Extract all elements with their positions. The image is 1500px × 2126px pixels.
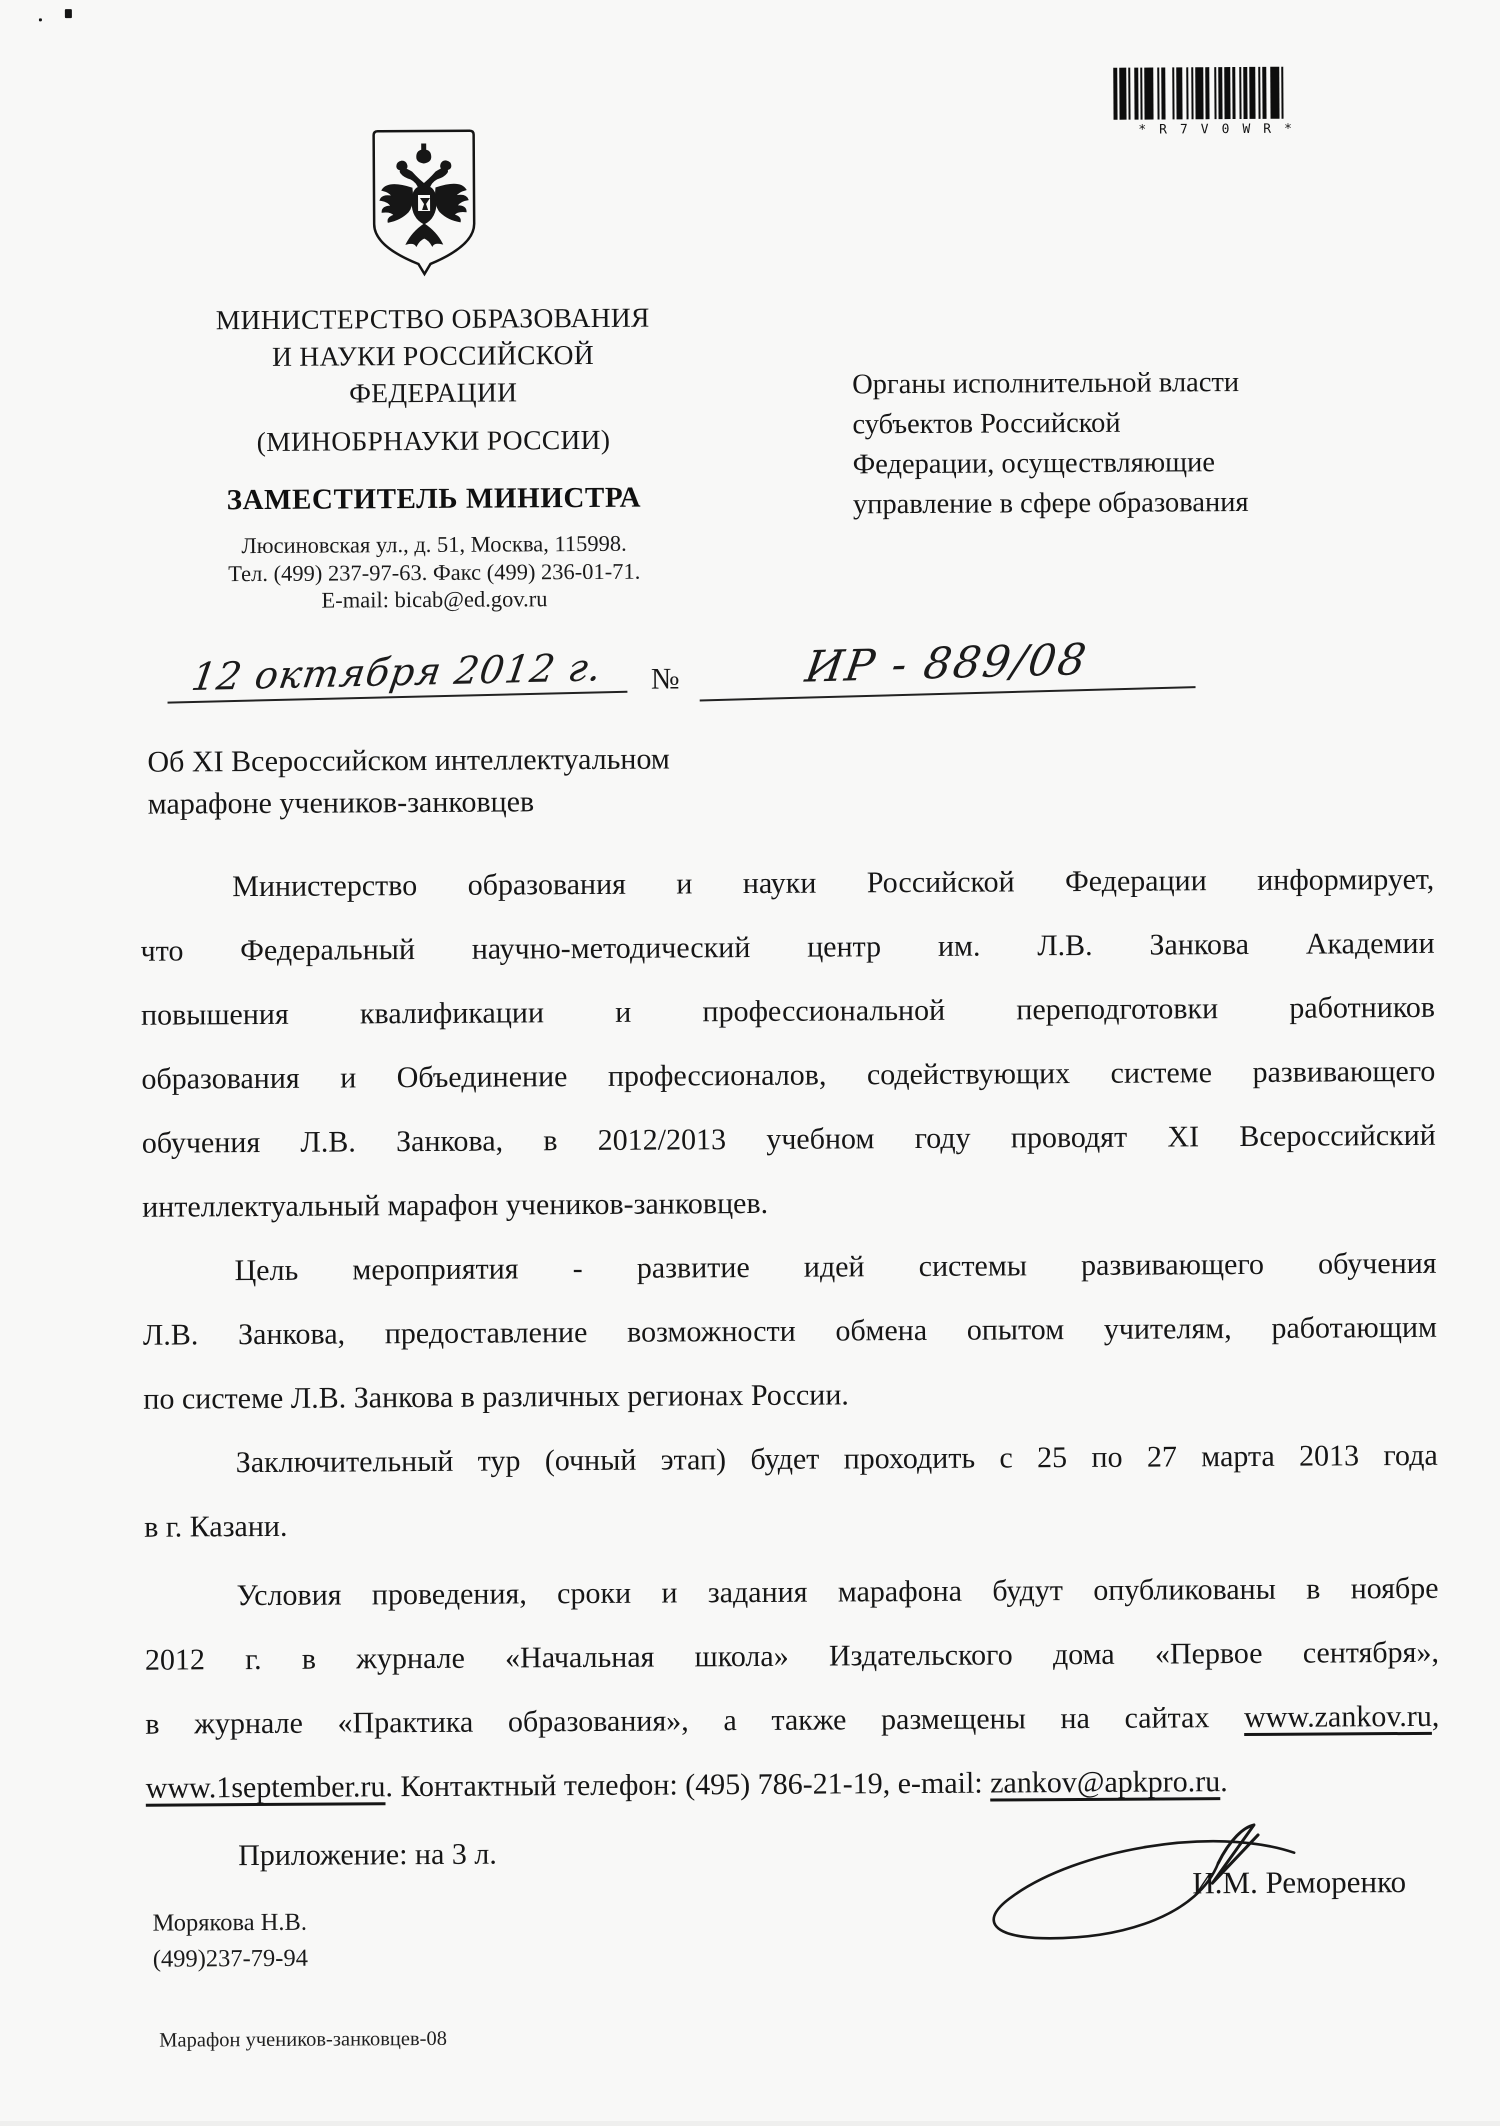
outgoing-date-handwritten: 12 октября 2012 г. bbox=[166, 645, 627, 704]
executor-phone: (499)237-79-94 bbox=[152, 1944, 308, 1973]
body-line: обучения Л.В. Занкова, в 2012/2013 учебном году проводят XI Всероссийский bbox=[141, 1118, 1436, 1160]
barcode bbox=[1113, 66, 1329, 137]
ministry-name-line: ФЕДЕРАЦИИ bbox=[349, 376, 518, 409]
addressee-line: субъектов Российской bbox=[852, 407, 1121, 441]
ministry-name-line: МИНИСТЕРСТВО ОБРАЗОВАНИЯ bbox=[215, 301, 650, 336]
subject-line: марафоне учеников-занковцев bbox=[147, 785, 535, 821]
footer-file-note: Марафон учеников-занковцев-08 bbox=[159, 2027, 448, 2052]
body-line: Условия проведения, сроки и задания марафона будут опубликованы в ноябре bbox=[236, 1571, 1439, 1613]
subject-line: Об XI Всероссийском интеллектуальном bbox=[147, 742, 670, 779]
body-line: интеллектуальный марафон учеников-занковцев. bbox=[142, 1186, 769, 1224]
subject-block bbox=[147, 738, 768, 826]
coat-of-arms-russia-icon bbox=[368, 128, 481, 281]
body-line bbox=[146, 1749, 1440, 1821]
body-line bbox=[145, 1685, 1439, 1757]
scan-speck bbox=[65, 9, 72, 18]
body-text-fragment: , bbox=[1431, 1699, 1440, 1733]
office-title: ЗАМЕСТИТЕЛЬ МИНИСТРА bbox=[226, 481, 642, 517]
attachment-note: Приложение: на 3 л. bbox=[238, 1837, 497, 1873]
link-zankov-ru: www.zankov.ru bbox=[1243, 1699, 1432, 1734]
addressee-line: управление в сфере образования bbox=[852, 486, 1249, 521]
body-text-fragment: в журнале «Практика образования», а также размещены на сайтах bbox=[145, 1700, 1245, 1741]
letterhead-email: E-mail: bicab@ed.gov.ru bbox=[321, 586, 548, 613]
letterhead bbox=[137, 298, 731, 615]
number-sign: № bbox=[650, 662, 680, 696]
letterhead-phone-fax: Тел. (499) 237-97-63. Факс (499) 236-01-71. bbox=[228, 558, 641, 586]
letter-body bbox=[140, 848, 1440, 1889]
reference-line bbox=[159, 634, 1219, 723]
letterhead-address: Люсиновская ул., д. 51, Москва, 115998. bbox=[241, 530, 627, 559]
addressee-block bbox=[852, 362, 1363, 525]
link-email-zankov-apkpro: zankov@apkpro.ru bbox=[990, 1765, 1221, 1800]
body-line: образования и Объединение профессионалов, содействующих системе развивающего bbox=[141, 1054, 1436, 1096]
ministry-name-line: И НАУКИ РОССИЙСКОЙ bbox=[271, 338, 595, 372]
outgoing-number-handwritten: ИР - 889/08 bbox=[698, 632, 1195, 701]
letterhead-contacts bbox=[138, 529, 730, 615]
body-line: Л.В. Занкова, предоставление возможности обмена опытом учителям, работающим bbox=[142, 1310, 1438, 1352]
barcode-text: *R7V0WR* bbox=[1138, 121, 1305, 138]
body-line: Министерство образования и науки Российской Федерации информирует, bbox=[232, 862, 1435, 904]
body-line: Заключительный тур (очный этап) будет проходить с 25 по 27 марта 2013 года bbox=[235, 1438, 1438, 1480]
scan-speck bbox=[39, 18, 42, 21]
executor-name: Морякова Н.В. bbox=[152, 1908, 308, 1937]
executor-block bbox=[152, 1905, 308, 1978]
addressee-line: Органы исполнительной власти bbox=[852, 367, 1240, 401]
body-text-fragment: . Контактный телефон: (495) 786-21-19, e-mail: bbox=[385, 1766, 991, 1804]
link-1september-ru: www.1september.ru bbox=[145, 1770, 386, 1805]
body-line: Цель мероприятия - развитие идей системы развивающего обучения bbox=[234, 1246, 1437, 1288]
barcode-bars-icon bbox=[1113, 66, 1329, 119]
body-text-fragment: . bbox=[1220, 1765, 1228, 1799]
body-line: 2012 г. в журнале «Начальная школа» Издательского дома «Первое сентября», bbox=[144, 1635, 1440, 1677]
addressee-line: Федерации, осуществляющие bbox=[852, 447, 1216, 481]
ministry-abbreviation: (МИНОБРНАУКИ РОССИИ) bbox=[256, 423, 611, 458]
body-line: в г. Казани. bbox=[144, 1509, 288, 1544]
body-line: что Федеральный научно-методический центр им. Л.В. Занкова Академии bbox=[140, 926, 1435, 968]
body-line: по системе Л.В. Занкова в различных регионах России. bbox=[143, 1378, 849, 1416]
body-line: повышения квалификации и профессиональной переподготовки работников bbox=[140, 990, 1436, 1032]
signer-name: И.М. Реморенко bbox=[1192, 1864, 1407, 1901]
